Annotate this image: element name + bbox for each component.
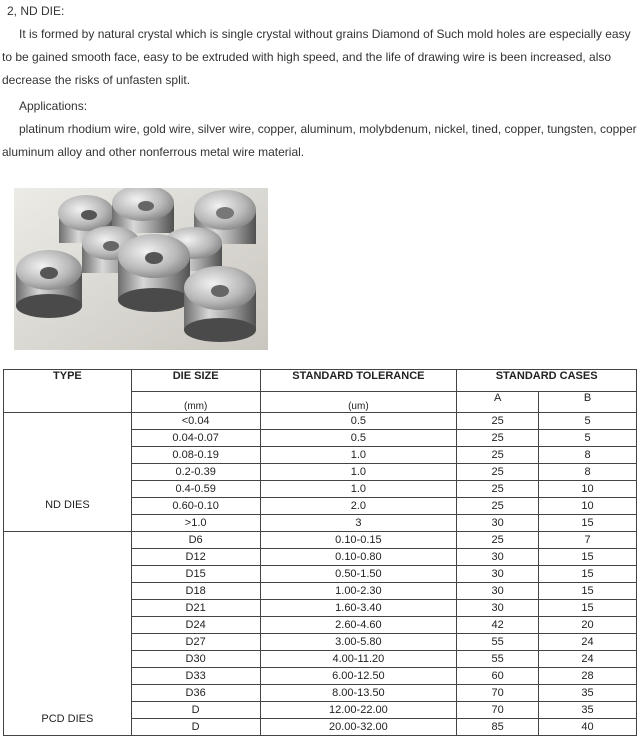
- section-heading: 2, ND DIE:: [7, 4, 65, 18]
- case-b-cell: 15: [539, 515, 637, 532]
- die-size-cell: D36: [131, 685, 260, 702]
- case-a-cell: 55: [457, 634, 539, 651]
- case-a-cell: 85: [457, 719, 539, 736]
- header-tolerance: STANDARD TOLERANCE: [260, 370, 457, 392]
- case-a-cell: 30: [457, 600, 539, 617]
- die-size-cell: D27: [131, 634, 260, 651]
- case-b-cell: 24: [539, 651, 637, 668]
- die-size-cell: D30: [131, 651, 260, 668]
- header-cases: STANDARD CASES: [457, 370, 637, 392]
- tolerance-cell: 0.50-1.50: [260, 566, 457, 583]
- tolerance-cell: 1.00-2.30: [260, 583, 457, 600]
- die-size-cell: 0.60-0.10: [131, 498, 260, 515]
- case-b-cell: 8: [539, 464, 637, 481]
- tolerance-cell: 1.0: [260, 447, 457, 464]
- case-a-cell: 30: [457, 566, 539, 583]
- tolerance-cell: 0.10-0.80: [260, 549, 457, 566]
- tolerance-cell: 12.00-22.00: [260, 702, 457, 719]
- header-tol-unit: (um): [260, 391, 457, 413]
- case-b-cell: 40: [539, 719, 637, 736]
- case-b-cell: 20: [539, 617, 637, 634]
- tolerance-cell: 3: [260, 515, 457, 532]
- table-header-row: [4, 370, 637, 392]
- case-b-cell: 5: [539, 430, 637, 447]
- table-row: [4, 532, 637, 549]
- die-size-cell: D: [131, 702, 260, 719]
- die-size-cell: 0.04-0.07: [131, 430, 260, 447]
- tolerance-cell: 0.5: [260, 430, 457, 447]
- tolerance-cell: 4.00-11.20: [260, 651, 457, 668]
- header-case-b: B: [539, 391, 637, 413]
- case-a-cell: 25: [457, 413, 539, 430]
- case-a-cell: 42: [457, 617, 539, 634]
- die-size-cell: D24: [131, 617, 260, 634]
- case-a-cell: 70: [457, 685, 539, 702]
- header-type: TYPE: [4, 370, 132, 413]
- tolerance-cell: 6.00-12.50: [260, 668, 457, 685]
- case-a-cell: 30: [457, 549, 539, 566]
- case-a-cell: 25: [457, 430, 539, 447]
- pcd-group-label: PCD DIES: [4, 532, 132, 736]
- nd-group-label: ND DIES: [4, 413, 132, 532]
- die-size-cell: 0.08-0.19: [131, 447, 260, 464]
- case-b-cell: 15: [539, 566, 637, 583]
- case-a-cell: 30: [457, 515, 539, 532]
- tolerance-cell: 2.60-4.60: [260, 617, 457, 634]
- die-size-cell: D: [131, 719, 260, 736]
- case-b-cell: 24: [539, 634, 637, 651]
- case-b-cell: 15: [539, 549, 637, 566]
- header-die-unit: (mm): [131, 391, 260, 413]
- description-text: It is formed by natural crystal which is single crystal without grains Diamond of Such mold holes are especially easy to be gained smooth face, easy to be extruded with high speed, and the life of drawing wire is been increased, also decrease the risks of unfasten split.: [2, 27, 631, 87]
- die-size-cell: 0.2-0.39: [131, 464, 260, 481]
- applications-text: platinum rhodium wire, gold wire, silver wire, copper, aluminum, molybdenum, nickel, tined, copper, tungsten, copper aluminum alloy and other nonferrous metal wire material.: [2, 122, 637, 159]
- die-size-cell: D15: [131, 566, 260, 583]
- die-spec-table: [3, 369, 637, 736]
- header-die-size: DIE SIZE: [131, 370, 260, 392]
- case-b-cell: 8: [539, 447, 637, 464]
- case-b-cell: 35: [539, 685, 637, 702]
- tolerance-cell: 0.5: [260, 413, 457, 430]
- tolerance-cell: 2.0: [260, 498, 457, 515]
- case-b-cell: 10: [539, 481, 637, 498]
- case-a-cell: 25: [457, 532, 539, 549]
- tolerance-cell: 1.0: [260, 464, 457, 481]
- case-a-cell: 70: [457, 702, 539, 719]
- tolerance-cell: 8.00-13.50: [260, 685, 457, 702]
- case-a-cell: 25: [457, 498, 539, 515]
- case-b-cell: 7: [539, 532, 637, 549]
- case-a-cell: 25: [457, 464, 539, 481]
- applications-paragraph: [2, 118, 638, 164]
- die-size-cell: <0.04: [131, 413, 260, 430]
- tolerance-cell: 1.60-3.40: [260, 600, 457, 617]
- tolerance-cell: 3.00-5.80: [260, 634, 457, 651]
- applications-label: Applications:: [19, 99, 88, 113]
- tolerance-cell: 1.0: [260, 481, 457, 498]
- die-photo: [14, 188, 268, 350]
- case-a-cell: 25: [457, 447, 539, 464]
- case-b-cell: 35: [539, 702, 637, 719]
- case-a-cell: 25: [457, 481, 539, 498]
- case-b-cell: 10: [539, 498, 637, 515]
- die-photo-image: [14, 188, 268, 350]
- die-size-cell: 0.4-0.59: [131, 481, 260, 498]
- header-case-a: A: [457, 391, 539, 413]
- case-b-cell: 15: [539, 600, 637, 617]
- die-size-cell: >1.0: [131, 515, 260, 532]
- die-size-cell: D6: [131, 532, 260, 549]
- die-size-cell: D12: [131, 549, 260, 566]
- table-row: [4, 413, 637, 430]
- description-paragraph: [2, 23, 638, 92]
- case-b-cell: 15: [539, 583, 637, 600]
- case-b-cell: 28: [539, 668, 637, 685]
- case-a-cell: 30: [457, 583, 539, 600]
- tolerance-cell: 20.00-32.00: [260, 719, 457, 736]
- tolerance-cell: 0.10-0.15: [260, 532, 457, 549]
- die-size-cell: D21: [131, 600, 260, 617]
- die-size-cell: D33: [131, 668, 260, 685]
- case-a-cell: 55: [457, 651, 539, 668]
- case-b-cell: 5: [539, 413, 637, 430]
- die-size-cell: D18: [131, 583, 260, 600]
- case-a-cell: 60: [457, 668, 539, 685]
